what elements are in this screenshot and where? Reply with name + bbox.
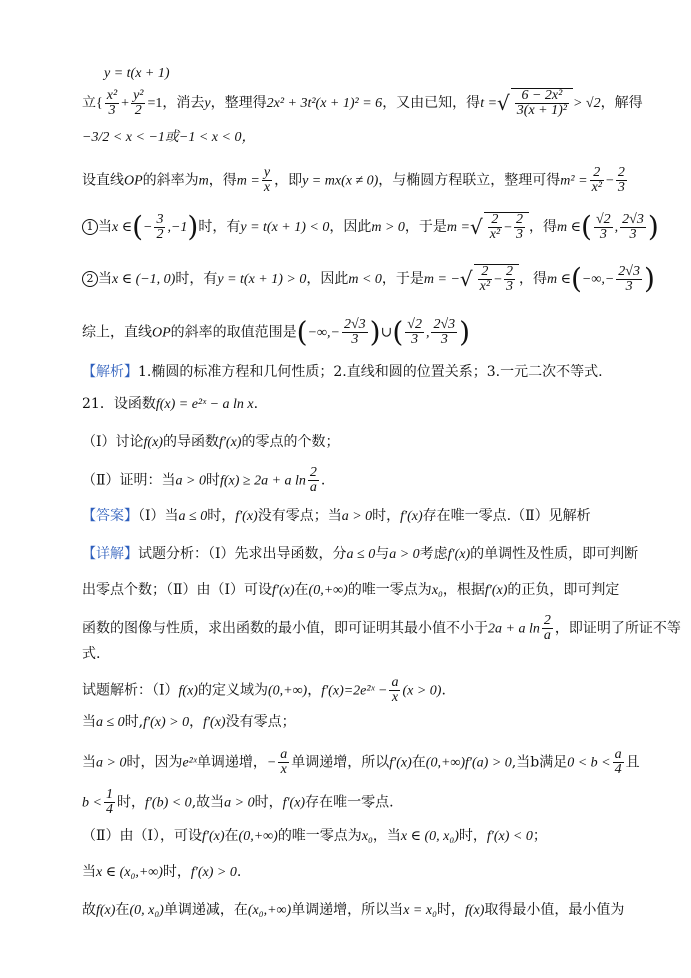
detail-tag: 【详解】 xyxy=(82,546,138,562)
question-21: 21．设函数f(x) = e²ˣ − a ln x. xyxy=(82,396,259,412)
answer-tag: 【答案】 xyxy=(82,508,138,524)
equation: 2x² + 3t²(x + 1)² = 6 xyxy=(266,96,383,111)
detail-line-1: 【详解】试题分析：（Ⅰ）先求出导函数，分a ≤ 0与a > 0考虑f′(x)的单调性及性质，即可判断 xyxy=(82,546,639,562)
case-2-line: 2 当x ∈ (−1, 0)时，有y = t(x + 1) > 0，因此m < 0，于是m = −√ $\frac{2}{\text{x²}}$ − $\frac{2}{3}$ ，得m ∈(−∞,− $\frac{2√3}{3}$ ) xyxy=(82,264,651,294)
detail-line-3: 函数的图像与性质，求出函数的最小值，即可证明其最小值不小于2a + a ln $\frac{2}{a}$ ，即证明了所证不等 xyxy=(82,613,681,643)
question-part-2: （Ⅱ）证明：当a > 0时f(x) ≥ 2a + a ln $\frac{2}{a}$ . xyxy=(82,465,326,495)
solution-line-7: 故f(x)在(0, x₀)单调递减，在(x₀,+∞)单调递增，所以当x = x₀时，f(x)取得最小值，最小值为 xyxy=(82,902,625,918)
circled-number-2: 2 xyxy=(82,271,98,287)
question-part-1: （Ⅰ）讨论f(x)的导函数f′(x)的零点的个数； xyxy=(82,434,340,450)
detail-line-2: 出零点个数；（Ⅱ）由（Ⅰ）可设f′(x)在(0,+∞)的唯一零点为x₀，根据f′(x)的正负，即可判定 xyxy=(82,582,620,598)
system-line-2: 立{ $\frac{\text{x²}}{3}$ + $\frac{\text{y²}}{2}$ =1，消去y，整理得2x² + 3t²(x + 1)² = 6，又由已知，得t =√ $\frac{\text{6 − 2x²}}{\text{3(x + 1)²}}$ > √2，解得 xyxy=(82,87,643,118)
system-line-1: y = t(x + 1) xyxy=(104,66,170,81)
solution-line-5: （Ⅱ）由（Ⅰ），可设f′(x)在(0,+∞)的唯一零点为x₀，当x ∈ (0, x₀)时，f′(x) < 0； xyxy=(82,828,547,844)
answer-line: 【答案】（Ⅰ）当a ≤ 0时，f′(x)没有零点；当a > 0时，f′(x)存在唯一零点.（Ⅱ）见解析 xyxy=(82,508,591,524)
solution-line-6: 当x ∈ (x₀,+∞)时，f′(x) > 0. xyxy=(82,864,242,880)
solution-range-line: −3/2 < x < −1或−1 < x < 0， xyxy=(82,130,256,145)
solution-line-3: 当a > 0时，因为e²ˣ单调递增，− $\frac{a}{x}$ 单调递增，所以f′(x)在(0,+∞)f′(a) > 0,当b满足0 < b < $\frac{a}{4}$ 且 xyxy=(82,747,640,777)
circled-number-1: 1 xyxy=(82,219,98,235)
fraction: $\frac{\text{y²}}{2}$ xyxy=(133,87,144,118)
solution-line-4: b < $\frac{1}{4}$ 时，f′(b) < 0,故当a > 0时，f′(x)存在唯一零点. xyxy=(82,787,394,817)
fraction: $\frac{\text{x²}}{3}$ xyxy=(106,87,118,118)
text: 立 xyxy=(82,95,96,111)
analysis-tag: 【解析】 xyxy=(82,364,138,380)
detail-line-4: 式. xyxy=(82,646,101,662)
solution-line-2: 当a ≤ 0时,f′(x) > 0，f′(x)没有零点； xyxy=(82,714,296,730)
slope-line: 设直线OP的斜率为m，得m = $\frac{y}{x}$ ，即y = mx(x ≠ 0)，与椭圆方程联立，整理可得m² = $\frac{2}{\text{x²}}$ − $\frac{2}{3}$ xyxy=(82,165,625,195)
solution-line-1: 试题解析：（Ⅰ）f(x)的定义域为(0,+∞)，f′(x)=2e²ˣ − $\frac{a}{x}$ (x > 0). xyxy=(82,675,446,705)
case-1-line: 1 当x ∈(− $\frac{3}{2}$ ,−1)时，有y = t(x + 1) < 0，因此m > 0，于是m =√ $\frac{2}{\text{x²}}$ − $\frac{2}{3}$ ，得m ∈( $\frac{√2}{3}$ , $\frac{2√3}{3}$ ) xyxy=(82,212,651,242)
summary-line: 综上，直线OP的斜率的取值范围是(−∞,− $\frac{2√3}{3}$ )∪( $\frac{√2}{3}$ , $\frac{2√3}{3}$ ) xyxy=(82,315,471,349)
analysis-line: 【解析】1.椭圆的标准方程和几何性质；2.直线和圆的位置关系；3.一元二次不等式. xyxy=(82,364,603,380)
